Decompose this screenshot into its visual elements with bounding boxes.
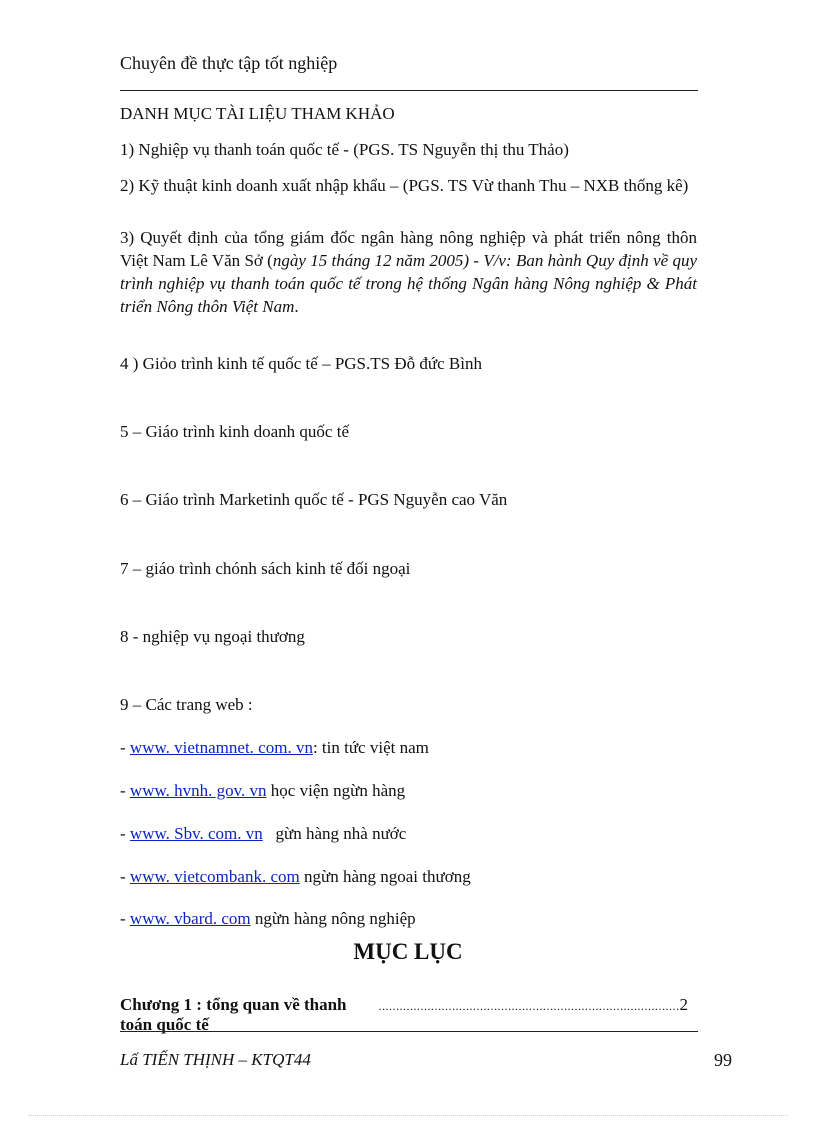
page-bottom-divider bbox=[28, 1115, 788, 1116]
reference-item-8: 8 - nghiệp vụ ngoại thương bbox=[120, 627, 305, 646]
website-item: - www. vbard. com ngừn hàng nông nghiệp bbox=[120, 909, 416, 928]
reference-item-3-end: . bbox=[294, 297, 299, 316]
website-description: gừn hàng nhà nước bbox=[262, 824, 407, 843]
reference-item-7: 7 – giáo trình chónh sách kinh tế đối ngoại bbox=[120, 559, 411, 578]
website-item: - www. Sbv. com. vn gừn hàng nhà nước bbox=[120, 824, 407, 843]
website-link[interactable]: www. Sbv. com. vn bbox=[129, 824, 263, 843]
page-number: 99 bbox=[714, 1050, 732, 1070]
website-description: ngừn hàng nông nghiệp bbox=[250, 909, 416, 928]
references-heading: DANH MỤC TÀI LIỆU THAM KHẢO bbox=[120, 104, 395, 123]
website-link[interactable]: www. vietcombank. com bbox=[129, 867, 300, 886]
header-rule bbox=[120, 90, 698, 91]
reference-item-1: 1) Nghiệp vụ thanh toán quốc tế - (PGS. TS Nguyễn thị thu Thảo) bbox=[120, 140, 569, 159]
toc-entry-label: Chương 1 : tổng quan về thanh toán quốc tế bbox=[120, 995, 347, 1034]
toc-entry[interactable] bbox=[120, 995, 688, 1035]
reference-item-6: 6 – Giáo trình Marketinh quốc tế - PGS Nguyễn cao Văn bbox=[120, 490, 508, 509]
website-link[interactable]: www. vietnamnet. com. vn bbox=[129, 738, 313, 757]
website-link[interactable]: www. vbard. com bbox=[129, 909, 251, 928]
website-description: : tin tức việt nam bbox=[312, 738, 429, 757]
website-description: ngừn hàng ngoai thương bbox=[299, 867, 471, 886]
toc-leader-dots: ...................................................................................... bbox=[378, 999, 680, 1013]
website-item: - www. vietcombank. com ngừn hàng ngoai thương bbox=[120, 867, 471, 886]
website-description: học viện ngừn hàng bbox=[266, 781, 406, 800]
website-item: - www. hvnh. gov. vn học viện ngừn hàng bbox=[120, 781, 406, 800]
footer-rule bbox=[120, 1031, 698, 1032]
page-header-title: Chuyên đề thực tập tốt nghiệp bbox=[120, 53, 338, 73]
reference-item-2: 2) Kỹ thuật kinh doanh xuất nhập khẩu – (PGS. TS Vừ thanh Thu – NXB thống kê) bbox=[120, 176, 689, 195]
reference-item-3 bbox=[120, 226, 697, 318]
website-item: - www. vietnamnet. com. vn: tin tức việt nam bbox=[120, 738, 429, 757]
reference-item-4: 4 ) Giỏo trình kinh tế quốc tế – PGS.TS Đỗ đức Bình bbox=[120, 354, 482, 373]
reference-item-3-text: 3) Quyết định của tổng giám đốc ngân hàng nông nghiệp và phát triển nông thôn Việt Nam Lê Văn Sở ( bbox=[120, 228, 697, 270]
reference-item-5: 5 – Giáo trình kinh doanh quốc tế bbox=[120, 422, 349, 441]
toc-entry-page: 2 bbox=[679, 995, 688, 1014]
toc-heading: MỤC LỤC bbox=[353, 939, 463, 964]
website-link[interactable]: www. hvnh. gov. vn bbox=[129, 781, 267, 800]
reference-item-9: 9 – Các trang web : bbox=[120, 695, 253, 714]
reference-item-3-italic: ngày 15 tháng 12 năm 2005) - V/v: Ban hành Quy định về quy trình nghiệp vụ thanh toán quốc tế trong hệ thống Ngân hàng Nông nghiệp & Phát triển Nông thôn Việt Nam bbox=[120, 251, 698, 316]
footer-author: Lấ TIẾN THỊNH – KTQT44 bbox=[120, 1050, 311, 1069]
